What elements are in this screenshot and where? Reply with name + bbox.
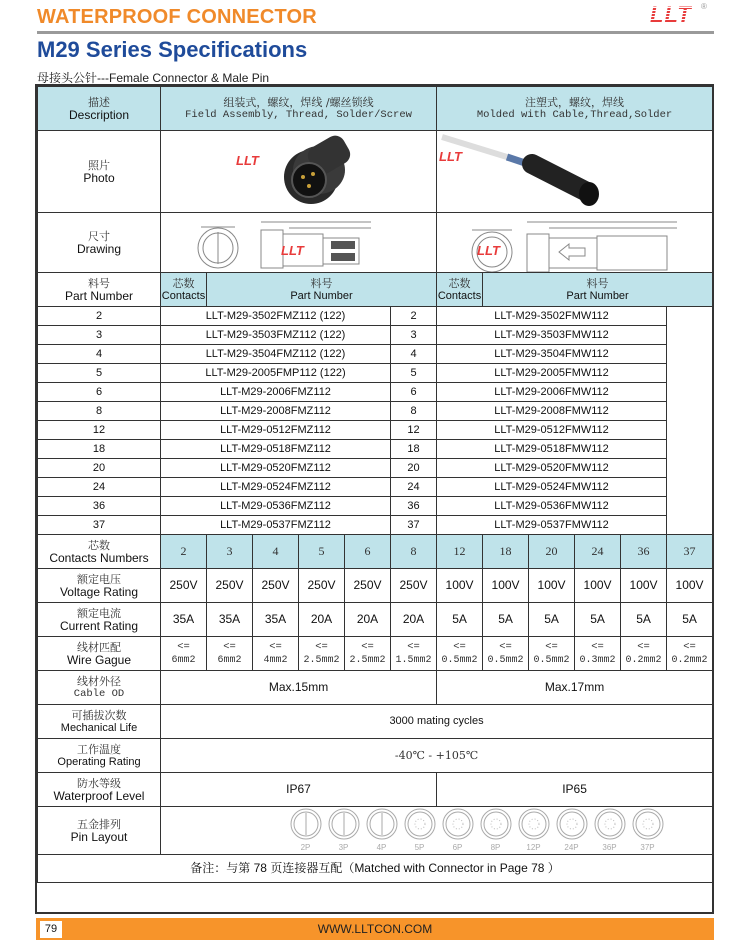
contacts-left: 12 <box>38 421 161 440</box>
contacts-right: 8 <box>391 402 437 421</box>
contacts-right: 18 <box>391 440 437 459</box>
pin-layout-icon <box>403 807 437 841</box>
contacts-numbers-value: 12 <box>437 535 483 569</box>
part-number-left: LLT-M29-2006FMZ112 <box>161 383 391 402</box>
part-number-row <box>38 383 713 402</box>
pin-layout-37p: 37P <box>630 807 665 854</box>
wire-gauge-value: <= 0.2mm2 <box>621 637 667 671</box>
note-row <box>38 855 713 883</box>
photo-label: 照片 Photo <box>38 131 161 213</box>
wire-gauge-label: 线材匹配 Wire Gague <box>38 637 161 671</box>
current-rating-value: 20A <box>391 603 437 637</box>
pin-layout-36p: 36P <box>592 807 627 854</box>
pin-layout-cell <box>161 807 713 855</box>
part-number-row <box>38 497 713 516</box>
current-rating-value: 35A <box>207 603 253 637</box>
wire-gauge-value: <= 0.5mm2 <box>483 637 529 671</box>
wire-gauge-value: <= 1.5mm2 <box>391 637 437 671</box>
pin-layout-icon <box>555 807 589 841</box>
description-right: 注塑式，螺纹，焊线 Molded with Cable,Thread,Solder <box>437 87 713 131</box>
mechanical-life-row <box>38 705 713 739</box>
part-number-label: 料号 Part Number <box>38 273 161 307</box>
current-rating-value: 5A <box>621 603 667 637</box>
pin-layout-6p: 6P <box>440 807 475 854</box>
part-number-right: LLT-M29-0512FMW112 <box>437 421 667 440</box>
current-rating-value: 5A <box>575 603 621 637</box>
cable-od-left: Max.15mm <box>161 671 437 705</box>
contacts-right: 6 <box>391 383 437 402</box>
pin-layout-8p: 8P <box>478 807 513 854</box>
part-number-col-header-right: 料号 Part Number <box>483 273 713 307</box>
part-number-row <box>38 421 713 440</box>
part-number-left: LLT-M29-0520FMZ112 <box>161 459 391 478</box>
contacts-right: 37 <box>391 516 437 535</box>
part-number-right: LLT-M29-3504FMW112 <box>437 345 667 364</box>
spec-table-frame <box>35 84 714 914</box>
pin-layout-icon <box>593 807 627 841</box>
pin-layout-icon <box>631 807 665 841</box>
pin-layout-5p: 5P <box>402 807 437 854</box>
note: 备注：与第 78 页连接器互配（Matched with Connector in Page 78 ） <box>38 855 713 883</box>
current-rating-value: 20A <box>299 603 345 637</box>
waterproof-left: IP67 <box>161 773 437 807</box>
part-number-right: LLT-M29-3503FMW112 <box>437 326 667 345</box>
voltage-rating-row <box>38 569 713 603</box>
current-rating-row <box>38 603 713 637</box>
connector-photo-field-assembly <box>161 132 437 212</box>
drawing-right <box>437 213 713 273</box>
waterproof-row <box>38 773 713 807</box>
contacts-numbers-value: 3 <box>207 535 253 569</box>
current-rating-value: 20A <box>345 603 391 637</box>
contacts-right: 36 <box>391 497 437 516</box>
contacts-left: 18 <box>38 440 161 459</box>
contacts-right: 3 <box>391 326 437 345</box>
part-number-row <box>38 402 713 421</box>
mechanical-life-label: 可插拔次数 Mechanical Life <box>38 705 161 739</box>
current-rating-value: 5A <box>529 603 575 637</box>
pin-layout-icon <box>327 807 361 841</box>
voltage-rating-value: 100V <box>621 569 667 603</box>
part-number-left: LLT-M29-3503FMZ112 (122) <box>161 326 391 345</box>
voltage-rating-value: 250V <box>391 569 437 603</box>
part-number-left: LLT-M29-2005FMP112 (122) <box>161 364 391 383</box>
part-number-row <box>38 440 713 459</box>
wire-gauge-value: <= 0.2mm2 <box>667 637 713 671</box>
part-number-right: LLT-M29-3502FMW112 <box>437 307 667 326</box>
part-number-left: LLT-M29-2008FMZ112 <box>161 402 391 421</box>
part-number-row <box>38 345 713 364</box>
part-number-right: LLT-M29-2005FMW112 <box>437 364 667 383</box>
part-number-row <box>38 516 713 535</box>
contacts-right: 12 <box>391 421 437 440</box>
part-number-row <box>38 478 713 497</box>
page-number: 79 <box>40 921 62 938</box>
contacts-numbers-value: 6 <box>345 535 391 569</box>
contacts-numbers-value: 24 <box>575 535 621 569</box>
contacts-left: 2 <box>38 307 161 326</box>
part-number-left: LLT-M29-0536FMZ112 <box>161 497 391 516</box>
part-number-left: LLT-M29-0537FMZ112 <box>161 516 391 535</box>
brand-logo: LLT <box>650 2 692 27</box>
part-number-row <box>38 307 713 326</box>
contacts-numbers-row <box>38 535 713 569</box>
part-number-left: LLT-M29-0518FMZ112 <box>161 440 391 459</box>
contacts-left: 20 <box>38 459 161 478</box>
cable-od-row <box>38 671 713 705</box>
contacts-left: 3 <box>38 326 161 345</box>
part-number-left: LLT-M29-0524FMZ112 <box>161 478 391 497</box>
pin-layout-4p: 4P <box>364 807 399 854</box>
contacts-right: 24 <box>391 478 437 497</box>
operating-label: 工作温度 Operating Rating <box>38 739 161 773</box>
description-row <box>38 87 713 131</box>
part-number-left: LLT-M29-3504FMZ112 (122) <box>161 345 391 364</box>
photo-row <box>38 131 713 213</box>
contacts-right: 2 <box>391 307 437 326</box>
mechanical-life-value: 3000 mating cycles <box>161 705 713 739</box>
part-number-right: LLT-M29-0518FMW112 <box>437 440 667 459</box>
voltage-rating-label: 额定电压 Voltage Rating <box>38 569 161 603</box>
watermark-logo: LLT <box>236 152 259 168</box>
spec-table <box>37 86 713 883</box>
drawing-label: 尺寸 Drawing <box>38 213 161 273</box>
watermark-logo: LLT <box>439 148 462 164</box>
watermark-logo: LLT <box>477 242 500 258</box>
part-number-right: LLT-M29-2006FMW112 <box>437 383 667 402</box>
contacts-left: 4 <box>38 345 161 364</box>
contacts-col-header-right: 芯数 Contacts <box>437 273 483 307</box>
contacts-numbers-value: 5 <box>299 535 345 569</box>
part-number-header-row <box>38 273 713 307</box>
part-number-col-header-left: 料号 Part Number <box>207 273 437 307</box>
cable-od-label: 线材外径 Cable OD <box>38 671 161 705</box>
part-number-left: LLT-M29-3502FMZ112 (122) <box>161 307 391 326</box>
voltage-rating-value: 100V <box>667 569 713 603</box>
part-number-row <box>38 326 713 345</box>
part-number-right: LLT-M29-0537FMW112 <box>437 516 667 535</box>
description-label: 描述 Description <box>38 87 161 131</box>
voltage-rating-value: 100V <box>529 569 575 603</box>
contacts-left: 24 <box>38 478 161 497</box>
wire-gauge-value: <= 6mm2 <box>161 637 207 671</box>
section-caption: 母接头公针---Female Connector & Male Pin <box>37 71 270 85</box>
wire-gauge-value: <= 0.5mm2 <box>529 637 575 671</box>
contacts-left: 36 <box>38 497 161 516</box>
pin-layout-icon <box>365 807 399 841</box>
contacts-left: 6 <box>38 383 161 402</box>
wire-gauge-value: <= 4mm2 <box>253 637 299 671</box>
wire-gauge-value: <= 6mm2 <box>207 637 253 671</box>
registered-mark: ® <box>701 2 707 11</box>
pin-layout-diagrams <box>161 807 712 854</box>
current-rating-value: 5A <box>437 603 483 637</box>
page-title: M29 Series Specifications <box>37 37 308 62</box>
website-link[interactable]: WWW.LLTCON.COM <box>317 922 433 936</box>
wire-gauge-value: <= 0.3mm2 <box>575 637 621 671</box>
contacts-right: 4 <box>391 345 437 364</box>
voltage-rating-value: 100V <box>483 569 529 603</box>
voltage-rating-value: 250V <box>345 569 391 603</box>
contacts-right: 5 <box>391 364 437 383</box>
connector-photo-molded <box>437 132 713 212</box>
part-number-rows <box>38 307 713 535</box>
cable-od-right: Max.17mm <box>437 671 713 705</box>
contacts-numbers-label: 芯数 Contacts Numbers <box>38 535 161 569</box>
voltage-rating-value: 250V <box>253 569 299 603</box>
wire-gauge-value: <= 0.5mm2 <box>437 637 483 671</box>
wire-gauge-row <box>38 637 713 671</box>
voltage-rating-value: 100V <box>575 569 621 603</box>
part-number-right: LLT-M29-0536FMW112 <box>437 497 667 516</box>
footer-bar <box>36 918 714 940</box>
drawing-left <box>161 213 437 273</box>
watermark-logo: LLT <box>281 242 304 258</box>
part-number-right: LLT-M29-0524FMW112 <box>437 478 667 497</box>
part-number-row <box>38 459 713 478</box>
voltage-rating-value: 250V <box>299 569 345 603</box>
wire-gauge-value: <= 2.5mm2 <box>299 637 345 671</box>
current-rating-label: 额定电流 Current Rating <box>38 603 161 637</box>
waterproof-right: IP65 <box>437 773 713 807</box>
current-rating-value: 35A <box>161 603 207 637</box>
photo-right <box>437 131 713 213</box>
current-rating-value: 5A <box>483 603 529 637</box>
contacts-left: 5 <box>38 364 161 383</box>
pin-layout-icon <box>289 807 323 841</box>
contacts-numbers-value: 20 <box>529 535 575 569</box>
contacts-numbers-value: 37 <box>667 535 713 569</box>
contacts-right: 20 <box>391 459 437 478</box>
pin-layout-2p: 2P <box>288 807 323 854</box>
voltage-rating-value: 100V <box>437 569 483 603</box>
contacts-left: 8 <box>38 402 161 421</box>
contacts-numbers-value: 4 <box>253 535 299 569</box>
header-rule <box>37 31 714 34</box>
operating-row <box>38 739 713 773</box>
pin-layout-label: 五金排列 Pin Layout <box>38 807 161 855</box>
contacts-numbers-value: 18 <box>483 535 529 569</box>
contacts-numbers-value: 8 <box>391 535 437 569</box>
pin-layout-icon <box>479 807 513 841</box>
photo-left <box>161 131 437 213</box>
waterproof-label: 防水等级 Waterproof Level <box>38 773 161 807</box>
drawing-row <box>38 213 713 273</box>
part-number-right: LLT-M29-0520FMW112 <box>437 459 667 478</box>
category-title: WATERPROOF CONNECTOR <box>37 6 317 28</box>
contacts-numbers-value: 36 <box>621 535 667 569</box>
pin-layout-24p: 24P <box>554 807 589 854</box>
pin-layout-3p: 3P <box>326 807 361 854</box>
part-number-row <box>38 364 713 383</box>
description-left: 组装式，螺纹，焊线 /螺丝锁线 Field Assembly, Thread, Solder/Screw <box>161 87 437 131</box>
contacts-left: 37 <box>38 516 161 535</box>
pin-layout-icon <box>517 807 551 841</box>
part-number-left: LLT-M29-0512FMZ112 <box>161 421 391 440</box>
operating-value: -40℃ - +105℃ <box>161 739 713 773</box>
current-rating-value: 35A <box>253 603 299 637</box>
pin-layout-icon <box>441 807 475 841</box>
spec-rows <box>38 535 713 671</box>
pin-layout-row <box>38 807 713 855</box>
part-number-right: LLT-M29-2008FMW112 <box>437 402 667 421</box>
wire-gauge-value: <= 2.5mm2 <box>345 637 391 671</box>
contacts-numbers-value: 2 <box>161 535 207 569</box>
voltage-rating-value: 250V <box>161 569 207 603</box>
pin-layout-12p: 12P <box>516 807 551 854</box>
current-rating-value: 5A <box>667 603 713 637</box>
voltage-rating-value: 250V <box>207 569 253 603</box>
contacts-col-header-left: 芯数 Contacts <box>161 273 207 307</box>
